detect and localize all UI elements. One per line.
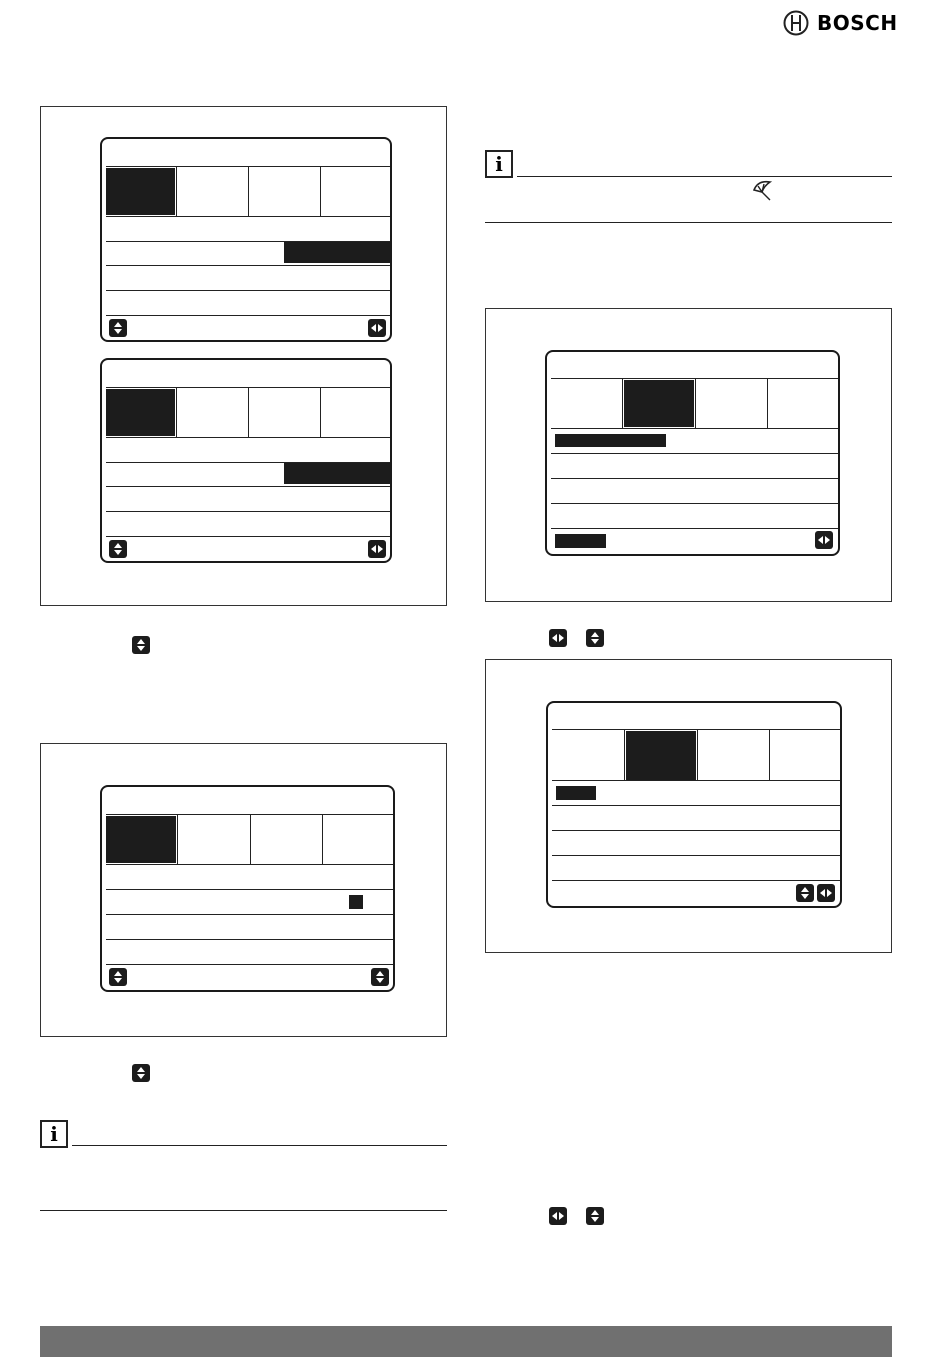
up-down-arrows-icon[interactable]	[109, 540, 127, 558]
brand-logo	[783, 10, 898, 36]
display-screen-a	[100, 137, 392, 342]
selected-tab	[624, 380, 694, 427]
figure-panel-1	[40, 106, 447, 606]
figure-panel-4	[485, 659, 892, 953]
left-right-arrows-icon	[549, 1207, 567, 1225]
up-down-arrows-icon[interactable]	[109, 968, 127, 986]
figure-panel-2	[40, 743, 447, 1037]
display-screen-b	[100, 358, 392, 563]
up-down-arrows-icon[interactable]	[109, 319, 127, 337]
info-note-top-rule	[517, 176, 892, 177]
holiday-umbrella-icon	[750, 178, 776, 202]
footer-selection	[555, 534, 606, 548]
up-down-arrows-icon[interactable]	[371, 968, 389, 986]
left-right-arrows-icon[interactable]	[368, 319, 386, 337]
selected-value	[284, 463, 390, 484]
up-down-arrows-icon	[132, 1064, 150, 1082]
checkbox-marker	[349, 895, 363, 909]
left-right-arrows-icon[interactable]	[368, 540, 386, 558]
brand-name: BOSCH	[817, 11, 898, 35]
info-note-bottom-rule	[485, 222, 892, 223]
up-down-arrows-icon[interactable]	[796, 884, 814, 902]
selected-tab	[626, 731, 696, 780]
left-right-arrows-icon[interactable]	[815, 531, 833, 549]
bosch-armature-icon	[783, 10, 809, 36]
display-screen-d	[545, 350, 840, 556]
up-down-arrows-icon	[586, 1207, 604, 1225]
display-screen-e	[546, 701, 842, 908]
figure-panel-3	[485, 308, 892, 602]
display-screen-c	[100, 785, 395, 992]
selected-tab	[106, 816, 176, 863]
info-icon: i	[485, 150, 513, 178]
page-footer-bar	[40, 1326, 892, 1357]
info-note-top-rule	[72, 1145, 447, 1146]
info-note-bottom-rule	[40, 1210, 447, 1211]
left-right-arrows-icon[interactable]	[817, 884, 835, 902]
up-down-arrows-icon	[132, 636, 150, 654]
left-right-arrows-icon	[549, 629, 567, 647]
selected-tab	[106, 168, 175, 215]
up-down-arrows-icon	[586, 629, 604, 647]
info-icon: i	[40, 1120, 68, 1148]
selected-value	[284, 242, 390, 263]
selected-row	[555, 434, 666, 447]
selected-tab	[106, 389, 175, 436]
selected-row	[556, 786, 596, 800]
